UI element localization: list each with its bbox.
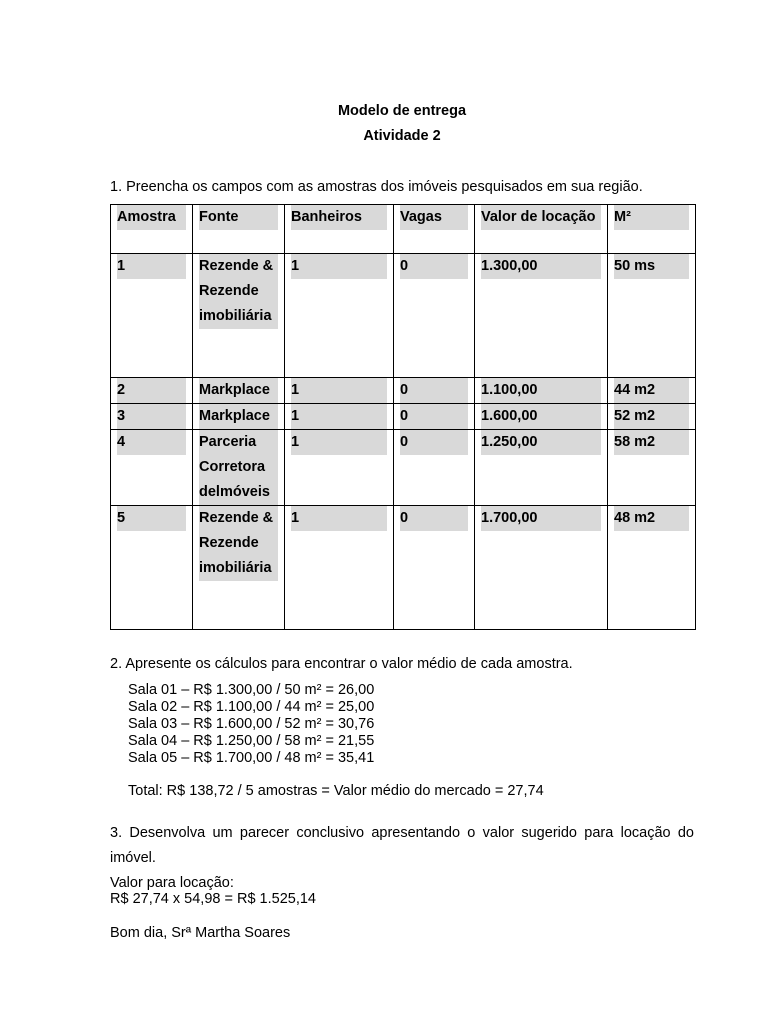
column-header-vagas: Vagas	[400, 205, 468, 230]
cell-amostra: 1	[117, 254, 186, 279]
cell-amostra: 4	[117, 430, 186, 455]
question-2-text: 2. Apresente os cálculos para encontrar o valor médio de cada amostra.	[110, 656, 573, 672]
cell-amostra: 5	[117, 506, 186, 531]
cell-m2: 58 m2	[614, 430, 689, 455]
table-row	[111, 430, 696, 506]
cell-m2: 50 ms	[614, 254, 689, 279]
question-3-text: 3. Desenvolva um parecer conclusivo apresentando o valor sugerido para locação do imóvel.	[110, 825, 694, 866]
document-subtitle: Atividade 2	[363, 128, 441, 144]
table-header-row	[111, 205, 696, 254]
calculation-line: Sala 04 – R$ 1.250,00 / 58 m² = 21,55	[128, 733, 375, 749]
calculations-list	[128, 682, 374, 767]
cell-vagas: 0	[400, 430, 468, 455]
cell-vagas: 0	[400, 506, 468, 531]
cell-valor: 1.300,00	[481, 254, 601, 279]
cell-m2: 44 m2	[614, 378, 689, 403]
cell-banheiros: 1	[291, 404, 387, 429]
cell-banheiros: 1	[291, 254, 387, 279]
question-1-text: 1. Preencha os campos com as amostras dos imóveis pesquisados em sua região.	[110, 179, 643, 195]
cell-fonte: Rezende & Rezende imobiliária	[199, 506, 278, 581]
cell-amostra: 3	[117, 404, 186, 429]
cell-m2: 48 m2	[614, 506, 689, 531]
cell-vagas: 0	[400, 254, 468, 279]
calculation-line: Sala 03 – R$ 1.600,00 / 52 m² = 30,76	[128, 716, 375, 732]
cell-banheiros: 1	[291, 378, 387, 403]
table-row	[111, 378, 696, 404]
table-row	[111, 404, 696, 430]
cell-valor: 1.250,00	[481, 430, 601, 455]
cell-m2: 52 m2	[614, 404, 689, 429]
cell-banheiros: 1	[291, 430, 387, 455]
cell-fonte: Parceria Corretora delmóveis	[199, 430, 278, 505]
table-row	[111, 254, 696, 378]
cell-fonte: Rezende & Rezende imobiliária	[199, 254, 278, 329]
calculation-line: Sala 02 – R$ 1.100,00 / 44 m² = 25,00	[128, 699, 375, 715]
column-header-m2: M²	[614, 205, 689, 230]
document-title: Modelo de entrega	[337, 103, 467, 119]
closing-greeting: Bom dia, Srª Martha Soares	[110, 925, 291, 941]
value-label: Valor para locação:	[110, 875, 234, 891]
samples-table	[110, 204, 696, 630]
cell-vagas: 0	[400, 404, 468, 429]
cell-valor: 1.100,00	[481, 378, 601, 403]
cell-amostra: 2	[117, 378, 186, 403]
calculation-line: Sala 01 – R$ 1.300,00 / 50 m² = 26,00	[128, 682, 375, 698]
cell-fonte: Markplace	[199, 378, 278, 403]
column-header-valor: Valor de locação	[481, 205, 601, 230]
calculation-line: Sala 05 – R$ 1.700,00 / 48 m² = 35,41	[128, 750, 375, 766]
cell-valor: 1.600,00	[481, 404, 601, 429]
column-header-amostra: Amostra	[117, 205, 186, 230]
value-formula: R$ 27,74 x 54,98 = R$ 1.525,14	[110, 891, 316, 907]
column-header-fonte: Fonte	[199, 205, 278, 230]
cell-fonte: Markplace	[199, 404, 278, 429]
table-row	[111, 506, 696, 630]
cell-banheiros: 1	[291, 506, 387, 531]
column-header-banheiros: Banheiros	[291, 205, 387, 230]
calculation-total: Total: R$ 138,72 / 5 amostras = Valor médio do mercado = 27,74	[128, 783, 544, 799]
cell-valor: 1.700,00	[481, 506, 601, 531]
cell-vagas: 0	[400, 378, 468, 403]
